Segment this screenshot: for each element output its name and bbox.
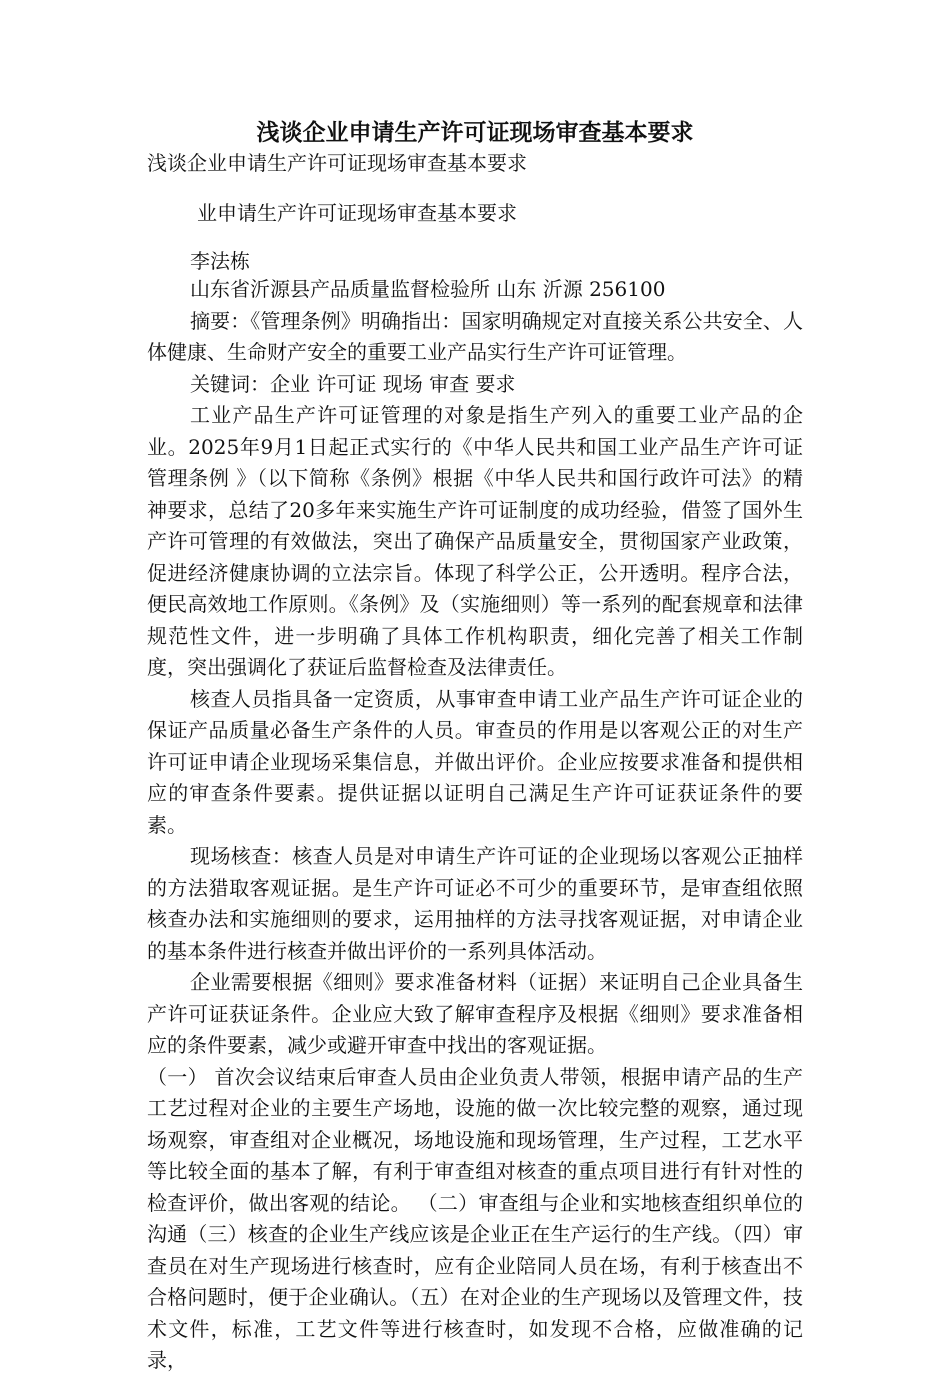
document-subtitle: 浅谈企业申请生产许可证现场审查基本要求 xyxy=(147,151,527,175)
body-paragraph: 核查人员指具备一定资质，从事审查申请工业产品生产许可证企业的保证产品质量必备生产条件的人员。审查员的作用是以客观公正的对生产许可证申请企业现场采集信息，并做出评价。企业应按要求准备和提供相应的审查条件要素。提供证据以证明自己满足生产许可证获证条件的要素。 xyxy=(147,686,803,837)
body-paragraph: 工业产品生产许可证管理的对象是指生产列入的重要工业产品的企业。2025年9月1日起正式实行的《中华人民共和国工业产品生产许可证管理条例 》（以下简称《条例》根据《中华人民共和国行政许可法》的精神要求，总结了20多年来实施生产许可证制度的成功经验，借签了国外生产许可管理的有效做法，突出了确保产品质量安全，贯彻国家产业政策，促进经济健康协调的立法宗旨。体现了科学公正，公开透明。程序合法，便民高效地工作原则。《条例》及（实施细则）等一系列的配套规章和法律规范性文件，进一步明确了具体工作机构职责，细化完善了相关工作制度，突出强调化了获证后监督检查及法律责任。 xyxy=(147,403,803,679)
body-paragraph-final: （一） 首次会议结束后审查人员由企业负责人带领，根据申请产品的生产工艺过程对企业的主要生产场地，设施的做一次比较完整的观察，通过现场观察，审查组对企业概况，场地设施和现场管理，生产过程，工艺水平等比较全面的基本了解，有利于审查组对核查的重点项目进行有针对性的检查评价，做出客观的结论。 （二）审查组与企业和实地核查组织单位的沟通（三）核查的企业生产线应该是企业正在生产运行的生产线。（四）审查员在对生产现场进行核查时，应有企业陪同人员在场，有利于核查出不合格问题时，便于企业确认。（五）在对企业的生产现场以及管理文件，技术文件，标准，工艺文件等进行核查时，如发现不合格，应做准确的记录， xyxy=(147,1064,803,1372)
body-paragraph: 现场核查：核查人员是对申请生产许可证的企业现场以客观公正抽样的方法猎取客观证据。是生产许可证必不可少的重要环节，是审查组依照核查办法和实施细则的要求，运用抽样的方法寻找客观证据，对申请企业的基本条件进行核查并做出评价的一系列具体活动。 xyxy=(147,844,803,963)
body-paragraph: 企业需要根据《细则》要求准备材料（证据）来证明自己企业具备生产许可证获证条件。企业应大致了解审查程序及根据《细则》要求准备相应的条件要素，减少或避开审查中找出的客观证据。 xyxy=(147,970,803,1057)
document-body xyxy=(147,274,803,1377)
author-name: 李法栋 xyxy=(190,249,250,273)
document-title: 浅谈企业申请生产许可证现场审查基本要求 xyxy=(256,119,694,146)
abstract: 摘要：《管理条例》明确指出：国家明确规定对直接关系公共安全、人体健康、生命财产安全的重要工业产品实行生产许可证管理。 xyxy=(147,308,803,364)
affiliation: 山东省沂源县产品质量监督检验所 山东 沂源 256100 xyxy=(190,277,666,301)
document-subtitle-secondary: 业申请生产许可证现场审查基本要求 xyxy=(197,201,517,225)
keywords: 关键词：企业 许可证 现场 审查 要求 xyxy=(190,371,516,396)
